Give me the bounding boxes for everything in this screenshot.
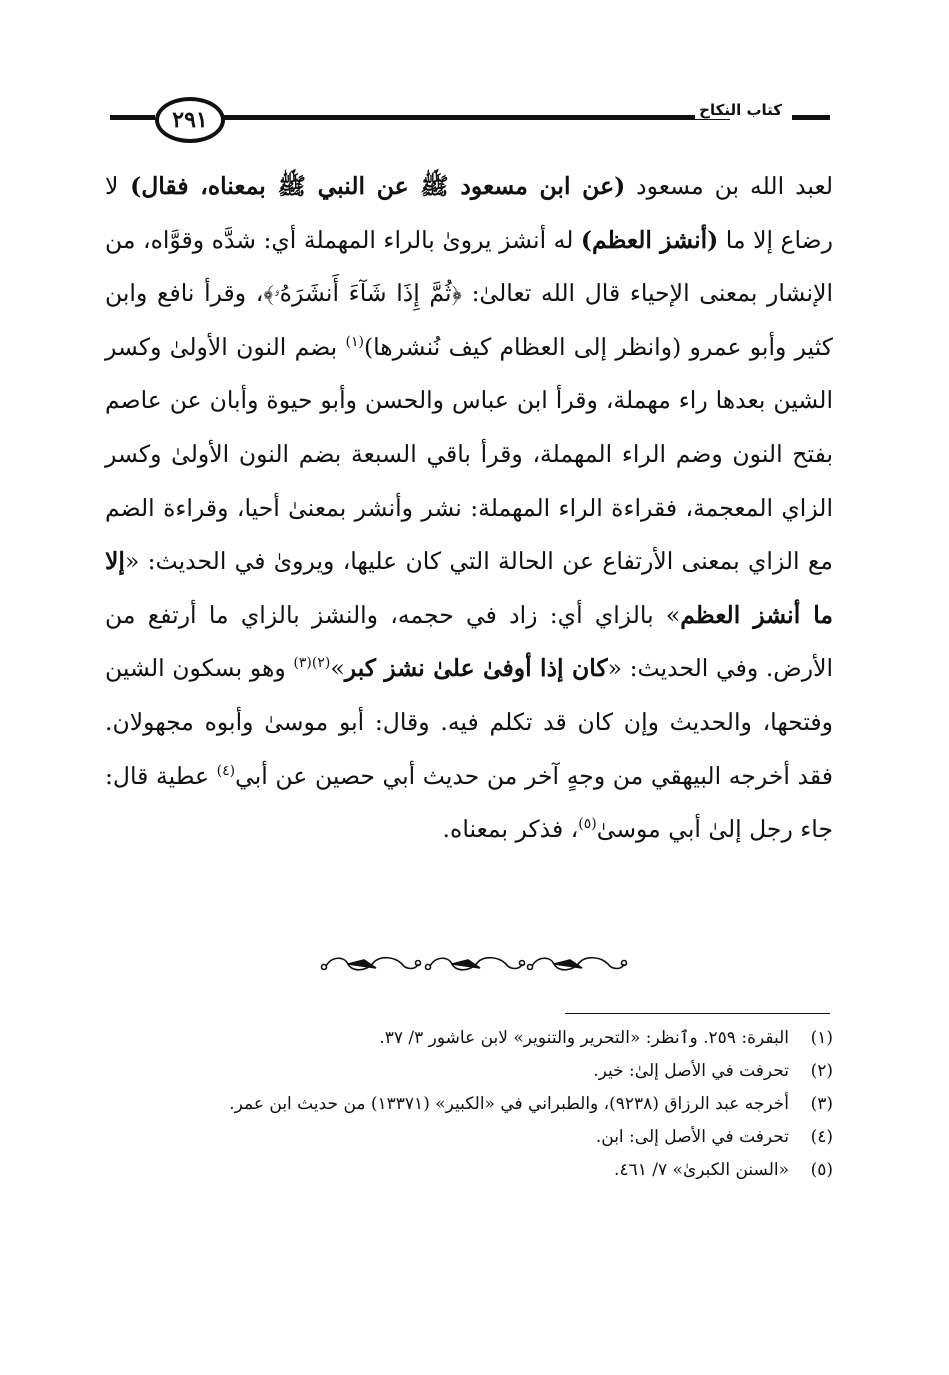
footnote-text: تحرفت في الأصل إلى: ابن. [595, 1127, 789, 1147]
footnote [105, 1055, 833, 1088]
footnote-text: تحرفت في الأصل إلىٰ: خير. [593, 1061, 789, 1081]
footnote [105, 1088, 833, 1121]
text-run: بضم النون الأولىٰ وكسر الشين بعدها راء مهملة، وقرأ ابن عباس والحسن وأبو حيوة وأبان عن عاصم بفتح النون وضم الراء المهملة، وقرأ باقي السبعة بضم النون الأولىٰ وكسر الزاي المعجمة، فقراءة الراء المهملة: نشر وأنشر بمعنىٰ أحيا، وقراءة الضم مع الزاي بمعنى الأرتفاع عن الحالة التي كان عليها، ويروىٰ في الحديث: « [105, 332, 833, 576]
text-run: إلا ما أنشز العظم [105, 547, 833, 629]
footnote [105, 1154, 833, 1187]
text-run: » بالزاي أي: زاد في حجمه، والنشز بالزاي ما أرتفع من الأرض. وفي الحديث: « [105, 600, 833, 683]
main-text [105, 160, 833, 857]
text-run: كان إذا أوفىٰ علىٰ نشز كبر [344, 654, 608, 683]
page-number-oval [155, 97, 225, 143]
ornament-divider [318, 950, 628, 980]
text-run: (أنشز العظم) [580, 225, 719, 254]
footnote-ref: (١) [345, 333, 364, 350]
footnote-number: (٤) [810, 1127, 833, 1147]
text-run: » [330, 654, 345, 683]
footnote-number: (٣) [810, 1094, 833, 1114]
footnote-ref: (٢)(٣) [293, 655, 331, 672]
page-header [105, 95, 830, 151]
footnote-text: أخرجه عبد الرزاق (٩٢٣٨)، والطبراني في «الكبير» (١٣٣٧١) من حديث ابن عمر. [229, 1094, 789, 1114]
header-rule [223, 115, 730, 120]
text-run: وهو بسكون الشين وفتحها، والحديث وإن كان قد تكلم فيه. وقال: أبو موسىٰ وأبوه مجهولان. فقد أخرجه البيهقي من وجهٍ آخر من حديث أبي حصين عن أبي [105, 654, 833, 790]
text-run: لعبد الله بن مسعود [625, 172, 833, 200]
footnote [105, 1121, 833, 1154]
footnote-text: «السنن الكبرىٰ» ٧/ ٤٦١. [614, 1160, 789, 1180]
footnote-number: (٢) [810, 1061, 833, 1081]
footnote [105, 1022, 833, 1055]
main-paragraph [105, 160, 833, 857]
ornament-unit [528, 958, 627, 970]
text-run: لا رضاع إلا ما [105, 172, 833, 254]
footnotes [105, 1022, 833, 1187]
book-title: كتاب النكاح [695, 101, 786, 119]
header-rule-left [110, 115, 155, 120]
footnote-separator [565, 1013, 830, 1014]
text-run: عطية قال: جاء رجل إلىٰ أبي موسىٰ [105, 761, 833, 844]
text-run: (عن ابن مسعود ﷺ عن النبي ﷺ بمعناه، فقال) [118, 172, 626, 200]
text-run: ، فذكر بمعناه. [442, 815, 579, 844]
header-rule-right [792, 115, 830, 120]
page-number: ٢٩١ [172, 107, 208, 133]
footnote-ref: (٥) [578, 816, 597, 833]
ornament-unit [322, 958, 421, 970]
ornament-unit [426, 958, 525, 970]
footnote-ref: (٤) [216, 762, 236, 779]
footnote-number: (١) [810, 1028, 833, 1048]
text-run: له أنشز يروىٰ بالراء المهملة أي: شدَّه وقوَّاه، من الإنشار بمعنى الإحياء قال الله تعالىٰ: ﴿ثُمَّ إِذَا شَآءَ أَنشَرَهُۥ﴾، وقرأ نافع وابن كثير وأبو عمرو (وانظر إلى العظام كيف نُنشرها) [105, 225, 833, 361]
footnote-number: (٥) [810, 1160, 833, 1180]
footnote-text: البقرة: ٢٥٩. وٱنظر: «التحرير والتنوير» لابن عاشور ٣/ ٣٧. [379, 1028, 789, 1048]
